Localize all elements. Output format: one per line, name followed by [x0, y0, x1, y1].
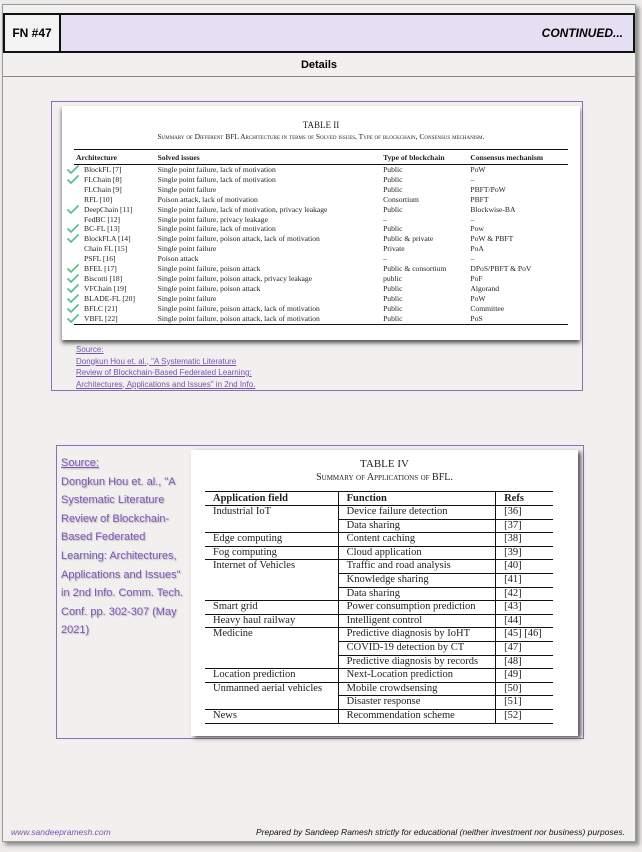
- cell-text: –: [470, 214, 475, 224]
- cell-text: PoW: [470, 165, 486, 174]
- architecture-panel: [51, 101, 583, 391]
- table-cell: Next-Location prediction: [338, 669, 495, 683]
- table-cell: [47]: [496, 641, 553, 655]
- cell-text: Single point failure, lack of motivation: [157, 174, 276, 184]
- table-cell: [74, 165, 156, 175]
- table-cell: [381, 314, 468, 324]
- table-row: [205, 669, 553, 683]
- table-cell: [50]: [496, 682, 553, 696]
- cell-text: Public: [383, 303, 403, 313]
- table-row: [74, 274, 568, 284]
- cell-text: VBFL [22]: [84, 313, 118, 323]
- table-cell: Predictive diagnosis by IoHT: [338, 628, 495, 642]
- table-cell: [74, 215, 156, 225]
- table-cell: [74, 304, 156, 314]
- table-cell: [156, 254, 381, 264]
- table-cell: [156, 234, 381, 244]
- table-cell: Knowledge sharing: [338, 573, 495, 587]
- table-cell: [205, 641, 338, 655]
- cell-text: public: [383, 273, 403, 283]
- table-cell: [74, 185, 156, 195]
- table-row: [205, 601, 553, 615]
- table-cell: Mobile crowdsensing: [338, 682, 495, 696]
- cell-text: Single point failure, poison attack: [157, 283, 261, 293]
- table-row: [205, 519, 553, 533]
- table-cell: Power consumption prediction: [338, 601, 495, 615]
- cell-text: Single point failure, lack of motivation: [157, 224, 276, 234]
- table-cell: [51]: [496, 696, 553, 710]
- table-cell: [381, 224, 468, 234]
- table-cell: Heavy haul railway: [205, 614, 338, 628]
- table-cell: [74, 294, 156, 304]
- cell-text: Biscotti [18]: [84, 273, 123, 283]
- table-row: [205, 560, 553, 574]
- table-cell: [156, 264, 381, 274]
- column-header: Type of blockchain: [381, 150, 468, 165]
- table-row: [74, 165, 568, 175]
- architecture-table: [74, 149, 568, 325]
- applications-panel: [56, 445, 584, 739]
- table-row: [74, 205, 568, 215]
- table-cell: [468, 244, 568, 254]
- cell-text: Algorand: [470, 283, 500, 293]
- table-cell: [381, 304, 468, 314]
- cell-text: Public: [383, 283, 403, 293]
- table-row: [205, 546, 553, 560]
- checkmark-icon: [67, 165, 79, 174]
- source-text: Dongkun Hou et. al., "A Systematic Literature Review of Blockchain-Based Federated Learning: Architectures, Applications and Issues" in 2nd Info. Comm. Tech. Conf. pp. 302-307 (May 2021): [61, 475, 184, 637]
- table-row: [74, 304, 568, 314]
- checkmark-icon: [67, 284, 79, 293]
- table-cell: Data sharing: [338, 587, 495, 601]
- table-cell: Industrial IoT: [213, 506, 272, 517]
- cell-text: Pow: [470, 224, 484, 234]
- table-cell: [156, 314, 381, 324]
- table-cell: [381, 274, 468, 284]
- cell-text: Single point failure, poison attack, privacy leakage: [157, 273, 313, 283]
- table-cell: [74, 314, 156, 324]
- table-cell: Fog computing: [205, 546, 338, 560]
- header-bar: [3, 13, 635, 53]
- cell-text: Public: [383, 165, 403, 174]
- table-row: [74, 234, 568, 244]
- table-cell: [468, 294, 568, 304]
- table-row: [205, 614, 553, 628]
- cell-text: Single point failure, poison attack, lack of motivation: [157, 234, 320, 244]
- cell-text: Single point failure, lack of motivation: [157, 165, 276, 174]
- table-cell: [381, 175, 468, 185]
- checkmark-icon: [67, 264, 79, 273]
- table-ii-subtitle: Summary of Different BFL Architecture in terms of Solved issues, Type of blockchain, Consensus mechanism.: [157, 132, 485, 141]
- checkmark-icon: [67, 205, 79, 214]
- table-cell: [156, 284, 381, 294]
- column-header: Function: [338, 492, 495, 506]
- table-cell: [381, 264, 468, 274]
- table-cell: [381, 284, 468, 294]
- table-cell: [468, 304, 568, 314]
- table-row: [205, 655, 553, 669]
- table-row: [74, 185, 568, 195]
- table-cell: [156, 185, 381, 195]
- cell-text: BC-FL [13]: [84, 224, 120, 234]
- table-iv-image: [191, 450, 578, 736]
- table-row: [74, 294, 568, 304]
- table-cell: Location prediction: [205, 669, 338, 683]
- table-cell: [468, 234, 568, 244]
- table-cell: [205, 573, 338, 587]
- table-cell: [74, 224, 156, 234]
- cell-text: Consortium: [383, 194, 419, 204]
- table-iv-title: TABLE IV: [360, 458, 409, 470]
- table-cell: [74, 264, 156, 274]
- cell-text: –: [470, 254, 475, 264]
- table-row: [74, 215, 568, 225]
- table-cell: Internet of Vehicles: [205, 560, 338, 574]
- table-row: [205, 709, 553, 723]
- checkmark-icon: [67, 304, 79, 313]
- cell-text: PoW & PBFT: [470, 234, 514, 244]
- table-cell: [38]: [496, 533, 553, 547]
- table-row: [74, 254, 568, 264]
- details-heading: Details: [3, 53, 635, 77]
- cell-text: Poison attack, lack of motivation: [157, 194, 258, 204]
- source-citation-1[interactable]: [76, 344, 255, 390]
- source-label: Source:: [61, 457, 99, 469]
- cell-text: BlockFLA [14]: [84, 234, 131, 244]
- source-line: Review of Blockchain-Based Federated Learning:: [76, 368, 252, 377]
- table-cell: [381, 195, 468, 205]
- table-cell: [381, 234, 468, 244]
- cell-text: Single point failure, lack of motivation, privacy leakage: [157, 204, 328, 214]
- table-row: [205, 628, 553, 642]
- table-cell: [468, 165, 568, 175]
- table-row: [205, 533, 553, 547]
- table-cell: [42]: [496, 587, 553, 601]
- cell-text: Public: [383, 174, 403, 184]
- table-cell: [40]: [496, 560, 553, 574]
- table-cell: Content caching: [338, 533, 495, 547]
- cell-text: VFChain [19]: [84, 283, 127, 293]
- table-cell: [205, 587, 338, 601]
- table-cell: [45] [46]: [496, 628, 553, 642]
- table-cell: News: [205, 709, 338, 723]
- table-cell: Intelligent control: [338, 614, 495, 628]
- source-line: Architectures, Applications and Issues" in 2nd Info.: [76, 379, 256, 389]
- table-cell: [156, 195, 381, 205]
- cell-text: Single point failure: [157, 293, 217, 303]
- table-cell: [156, 304, 381, 314]
- cell-text: RFL [10]: [84, 194, 113, 204]
- table-ii-title: TABLE II: [302, 120, 340, 130]
- cell-text: Committee: [470, 303, 505, 313]
- source-citation-2[interactable]: [61, 454, 185, 640]
- table-row: [74, 264, 568, 274]
- table-cell: [156, 215, 381, 225]
- table-cell: [39]: [496, 546, 553, 560]
- table-cell: COVID-19 detection by CT: [338, 641, 495, 655]
- cell-text: PBFT/PoW: [470, 184, 506, 194]
- cell-text: Public: [383, 204, 403, 214]
- table-cell: [74, 175, 156, 185]
- cell-text: Public & consortium: [383, 264, 447, 274]
- source-line: Dongkun Hou et. al., "A Systematic Literature: [76, 356, 237, 366]
- table-cell: [468, 284, 568, 294]
- table-row: [205, 696, 553, 710]
- table-row: [205, 682, 553, 696]
- cell-text: –: [383, 254, 387, 264]
- table-cell: [49]: [496, 669, 553, 683]
- table-cell: [468, 314, 568, 324]
- table-cell: [156, 294, 381, 304]
- table-cell: [43]: [496, 601, 553, 615]
- table-cell: [468, 195, 568, 205]
- table-cell: [74, 284, 156, 294]
- table-cell: [381, 185, 468, 195]
- table-row: [74, 224, 568, 234]
- table-cell: [156, 274, 381, 284]
- page: [2, 4, 636, 842]
- cell-text: –: [470, 174, 475, 184]
- cell-text: BFEL [17]: [84, 264, 117, 274]
- table-cell: [156, 175, 381, 185]
- table-cell: Data sharing: [338, 519, 495, 533]
- table-cell: [468, 274, 568, 284]
- cell-text: Chain FL [15]: [84, 244, 128, 254]
- table-cell: [156, 205, 381, 215]
- table-iv-subtitle: Summary of Applications of BFL.: [316, 472, 453, 483]
- table-cell: [74, 274, 156, 284]
- table-cell: [48]: [496, 655, 553, 669]
- table-cell: Disaster response: [338, 696, 495, 710]
- cell-text: PoA: [470, 244, 484, 254]
- table-cell: [36]: [496, 506, 553, 520]
- table-cell: [468, 264, 568, 274]
- table-cell: [156, 224, 381, 234]
- table-row: [74, 175, 568, 185]
- table-cell: [381, 244, 468, 254]
- cell-text: –: [383, 214, 387, 224]
- table-cell: [205, 696, 338, 710]
- cell-text: Public: [383, 293, 403, 303]
- table-cell: [468, 205, 568, 215]
- checkmark-icon: [67, 274, 79, 283]
- cell-text: Single point failure, poison attack, lack of motivation: [157, 313, 320, 323]
- table-row: [205, 573, 553, 587]
- cell-text: Public: [383, 224, 403, 234]
- checkmark-icon: [67, 224, 79, 233]
- table-cell: Traffic and road analysis: [338, 560, 495, 574]
- cell-text: BLADE-FL [20]: [84, 293, 135, 303]
- table-row: [74, 244, 568, 254]
- table-cell: [468, 175, 568, 185]
- table-cell: [74, 254, 156, 264]
- footnote-number: FN #47: [5, 15, 61, 51]
- cell-text: Public: [383, 184, 403, 194]
- table-cell: Recommendation scheme: [338, 709, 495, 723]
- table-cell: [41]: [496, 573, 553, 587]
- column-header: Refs: [496, 492, 553, 506]
- table-cell: [156, 244, 381, 254]
- cell-text: Single point failure, poison attack, lack of motivation: [157, 303, 320, 313]
- table-cell: [381, 254, 468, 264]
- table-ii-image: [62, 106, 580, 340]
- cell-text: DPoS/PBFT & PoV: [470, 264, 532, 274]
- table-row: [205, 641, 553, 655]
- table-row: [74, 314, 568, 324]
- table-cell: [44]: [496, 614, 553, 628]
- table-cell: [468, 254, 568, 264]
- source-line: Source:: [76, 345, 104, 354]
- website-link[interactable]: www.sandeepramesh.com: [11, 827, 111, 837]
- column-header: Consensus mechanism: [468, 150, 568, 165]
- checkmark-icon: [67, 314, 79, 323]
- checkmark-icon: [67, 294, 79, 303]
- table-row: [205, 587, 553, 601]
- table-cell: [156, 165, 381, 175]
- cell-text: Public: [383, 313, 403, 323]
- table-cell: Medicine: [205, 628, 338, 642]
- checkmark-icon: [67, 175, 79, 184]
- cell-text: PBFT: [470, 194, 489, 204]
- cell-text: FedBC [12]: [84, 214, 121, 224]
- cell-text: FLChain [8]: [84, 174, 122, 184]
- cell-text: Single point failure, privacy leakage: [157, 214, 268, 224]
- table-cell: [74, 234, 156, 244]
- column-header: Application field: [205, 492, 338, 506]
- table-cell: [468, 215, 568, 225]
- cell-text: BlockFL [7]: [84, 165, 122, 174]
- table-cell: Device failure detection: [338, 506, 495, 520]
- table-cell: Smart grid: [205, 601, 338, 615]
- cell-text: Single point failure, poison attack: [157, 264, 261, 274]
- cell-text: PoS: [470, 313, 483, 323]
- cell-text: Private: [383, 244, 405, 254]
- table-cell: [381, 205, 468, 215]
- table-cell: [381, 215, 468, 225]
- cell-text: Public & private: [383, 234, 434, 244]
- table-cell: [37]: [496, 519, 553, 533]
- table-cell: [205, 655, 338, 669]
- cell-text: Blockwise-BA: [470, 204, 516, 214]
- applications-table: [205, 491, 553, 724]
- cell-text: FLChain [9]: [84, 184, 122, 194]
- table-cell: [74, 195, 156, 205]
- continued-label: CONTINUED...: [61, 15, 633, 51]
- column-header: Architecture: [74, 150, 156, 165]
- table-cell: Cloud application: [338, 546, 495, 560]
- cell-text: PSFL [16]: [84, 254, 116, 264]
- cell-text: Single point failure: [157, 244, 217, 254]
- cell-text: Poison attack: [157, 254, 199, 264]
- disclaimer: Prepared by Sandeep Ramesh strictly for educational (neither investment nor business) purposes.: [256, 827, 625, 837]
- table-cell: [205, 519, 338, 533]
- table-cell: [468, 185, 568, 195]
- cell-text: Single point failure: [157, 184, 217, 194]
- table-cell: [381, 165, 468, 175]
- column-header: Solved issues: [156, 150, 381, 165]
- table-cell: [468, 224, 568, 234]
- table-cell: Unmanned aerial vehicles: [205, 682, 338, 696]
- cell-text: PoW: [470, 293, 486, 303]
- cell-text: DeepChain [11]: [84, 204, 133, 214]
- cell-text: BFLC [21]: [84, 303, 118, 313]
- table-row: [205, 506, 553, 520]
- checkmark-icon: [67, 234, 79, 243]
- table-row: [74, 195, 568, 205]
- table-cell: [74, 244, 156, 254]
- table-cell: [52]: [496, 709, 553, 723]
- table-cell: Predictive diagnosis by records: [338, 655, 495, 669]
- table-row: [74, 284, 568, 294]
- cell-text: PoF: [470, 273, 483, 283]
- table-cell: [381, 294, 468, 304]
- table-cell: [74, 205, 156, 215]
- table-cell: Edge computing: [205, 533, 338, 547]
